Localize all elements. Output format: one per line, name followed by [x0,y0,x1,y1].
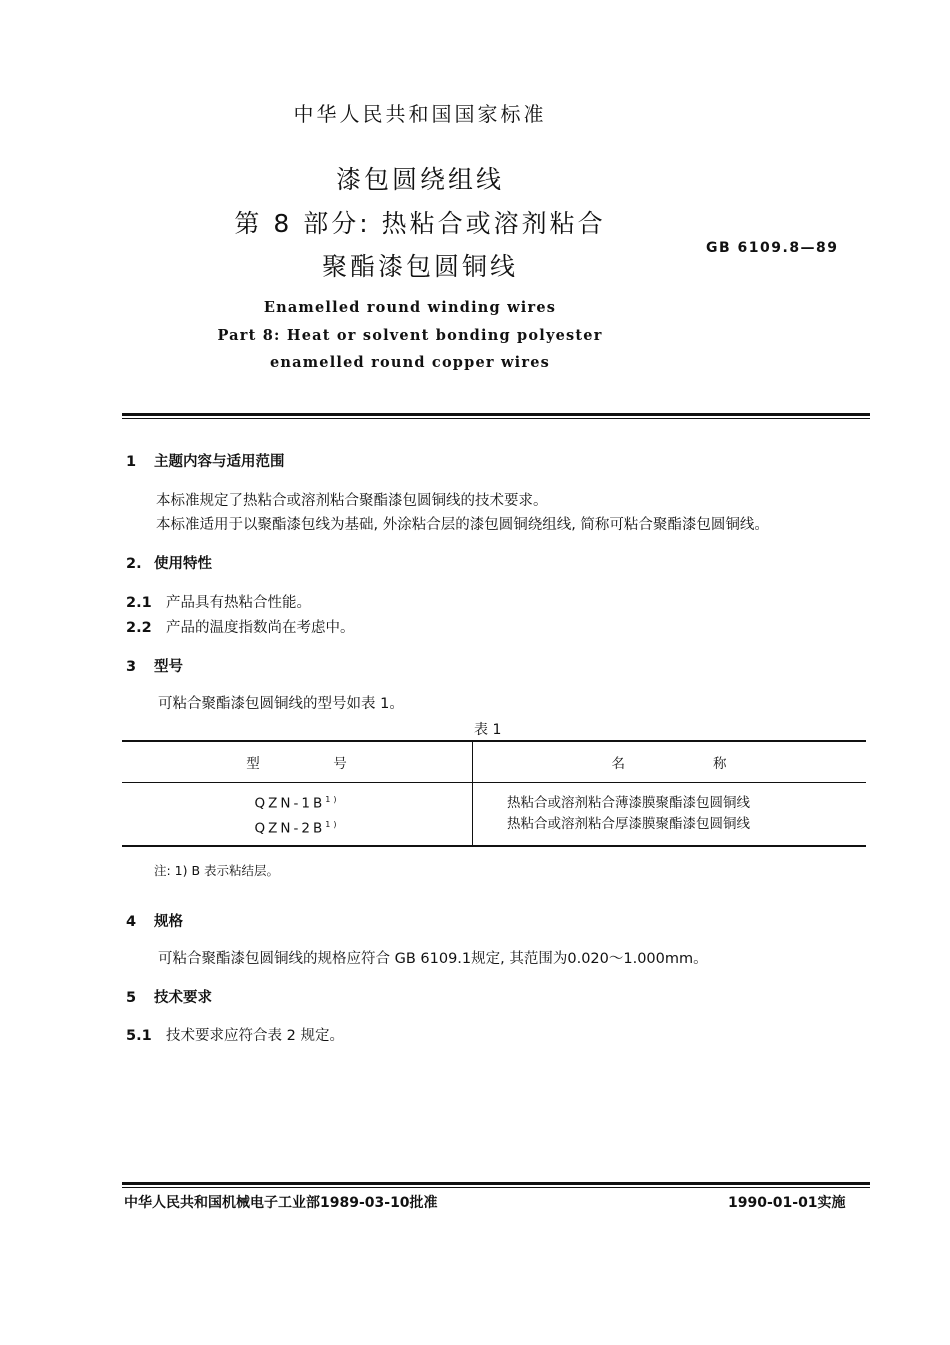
title-line-1: 漆包圆绕组线 [335,165,504,194]
clause-5-1 [126,1024,344,1045]
section-5-heading [126,986,212,1007]
clause-2-1 [126,591,311,612]
section-number: 3 [126,659,137,675]
title-line-3: 聚酯漆包圆铜线 [321,252,518,281]
bottom-rule [122,1182,870,1185]
section-number: 4 [126,914,137,930]
english-title-line-1: Enamelled round winding wires [263,299,557,316]
section-number: 2. [126,556,142,572]
standard-type-header: 中华人民共和国国家标准 [293,102,547,126]
name-2: 热粘合或溶剂粘合厚漆膜聚酯漆包圆铜线 [507,816,750,832]
standard-number: GB 6109.8—89 [706,240,839,256]
approval-line: 中华人民共和国机械电子工业部1989-03-10批准 [124,1195,438,1211]
section-title: 技术要求 [154,990,212,1006]
clause-text: 产品的温度指数尚在考虑中。 [166,620,355,636]
clause-number: 5.1 [126,1028,152,1044]
section-2-heading [126,552,212,573]
clause-2-2 [126,616,355,637]
section-4-paragraph: 可粘合聚酯漆包圆铜线的规格应符合 GB 6109.1规定, 其范围为0.020～1.000mm。 [158,951,708,967]
clause-number: 2.2 [126,620,152,636]
clause-text: 技术要求应符合表 2 规定。 [166,1028,344,1044]
model-table [122,740,866,847]
section-3-paragraph: 可粘合聚酯漆包圆铜线的型号如表 1。 [158,696,404,712]
section-1-paragraph-2: 本标准适用于以聚酯漆包线为基础, 外涂粘合层的漆包圆铜绕组线, 简称可粘合聚酯漆包圆铜线。 [156,517,769,533]
table-header-model: 型 号 [122,741,473,783]
clause-text: 产品具有热粘合性能。 [166,595,311,611]
implementation-date: 1990-01-01实施 [728,1195,846,1211]
bottom-rule-thin [122,1187,870,1188]
name-cell [473,783,867,847]
table-header-name: 名 称 [473,741,867,783]
section-number: 5 [126,990,137,1006]
section-title: 规格 [154,914,183,930]
section-1-paragraph-1: 本标准规定了热粘合或溶剂粘合聚酯漆包圆铜线的技术要求。 [156,493,548,509]
top-rule-thin [122,418,870,419]
english-title-line-3: enamelled round copper wires [269,354,551,371]
section-1-heading [126,450,285,471]
section-4-heading [126,910,183,931]
section-title: 使用特性 [154,556,212,572]
model-1: QZN-$1B^{1)}$ [254,794,340,811]
english-title-line-2: Part 8: Heat or solvent bonding polyester [217,327,603,344]
section-3-heading [126,655,183,676]
model-cell [122,783,473,847]
section-number: 1 [126,454,137,470]
section-title: 型号 [154,659,183,675]
section-title: 主题内容与适用范围 [154,454,285,470]
title-line-2: 第 8 部分: 热粘合或溶剂粘合 [234,209,606,238]
table-note: 注: 1) B 表示粘结层。 [154,863,280,878]
name-1: 热粘合或溶剂粘合薄漆膜聚酯漆包圆铜线 [507,795,750,811]
table-caption: 表 1 [474,722,502,738]
top-rule [122,413,870,416]
clause-number: 2.1 [126,595,152,611]
table-row [122,783,866,847]
model-2: QZN-$2B^{1)}$ [254,820,340,837]
